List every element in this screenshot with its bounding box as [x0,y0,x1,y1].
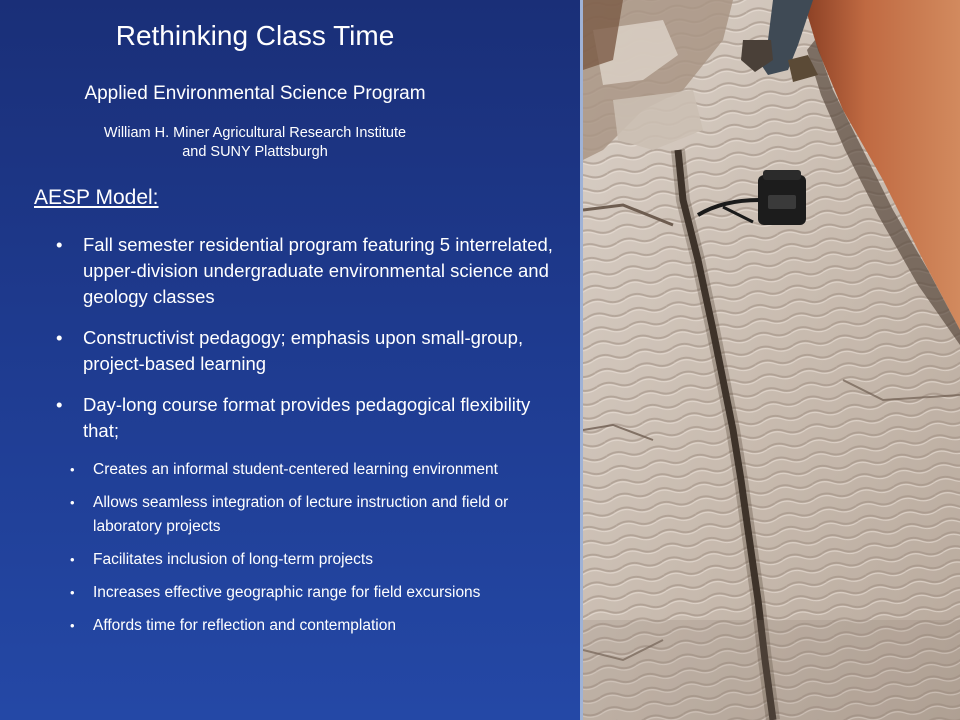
sub-bullet-list [70,458,566,638]
bullet-dot: • [56,234,63,255]
list-item [70,548,566,572]
rock-ripple-marks-photo [583,0,960,720]
bullet-dot: • [56,394,63,415]
list-item [70,491,566,539]
list-item [56,232,566,310]
bullet-text: Day-long course format provides pedagogical flexibility that; [83,394,531,441]
bullet-dot: • [70,552,75,567]
list-item [56,325,566,377]
program-subtitle: Applied Environmental Science Program [84,83,426,104]
section-heading: AESP Model: [34,186,159,209]
list-item [70,581,566,605]
bullet-dot: • [70,495,75,510]
bullet-dot: • [56,327,63,348]
sub-bullet-text: Affords time for reflection and contemplation [93,617,396,634]
sub-bullet-text: Increases effective geographic range for field excursions [93,584,481,601]
list-item [70,614,566,638]
institution-line-1: William H. Miner Agricultural Research Institute [103,125,407,141]
sub-bullet-text: Creates an informal student-centered learning environment [93,461,498,478]
list-item [56,392,566,638]
sub-bullet-text: Facilitates inclusion of long-term projects [93,551,373,568]
photo-illustration [583,0,960,720]
bullet-text: Fall semester residential program featuring 5 interrelated, upper-division undergraduate environmental science and geology classes [83,234,553,307]
slide-title: Rethinking Class Time [115,20,395,51]
list-item [70,458,566,482]
institution-line-2: and SUNY Plattsburgh [182,144,328,160]
sub-bullet-text: Allows seamless integration of lecture instruction and field or laboratory projects [93,494,509,535]
bullet-dot: • [70,585,75,600]
bullet-text: Constructivist pedagogy; emphasis upon small-group, project-based learning [83,327,524,374]
institution-block [0,124,510,162]
main-bullet-list [56,232,566,653]
bullet-dot: • [70,462,75,477]
bullet-dot: • [70,618,75,633]
